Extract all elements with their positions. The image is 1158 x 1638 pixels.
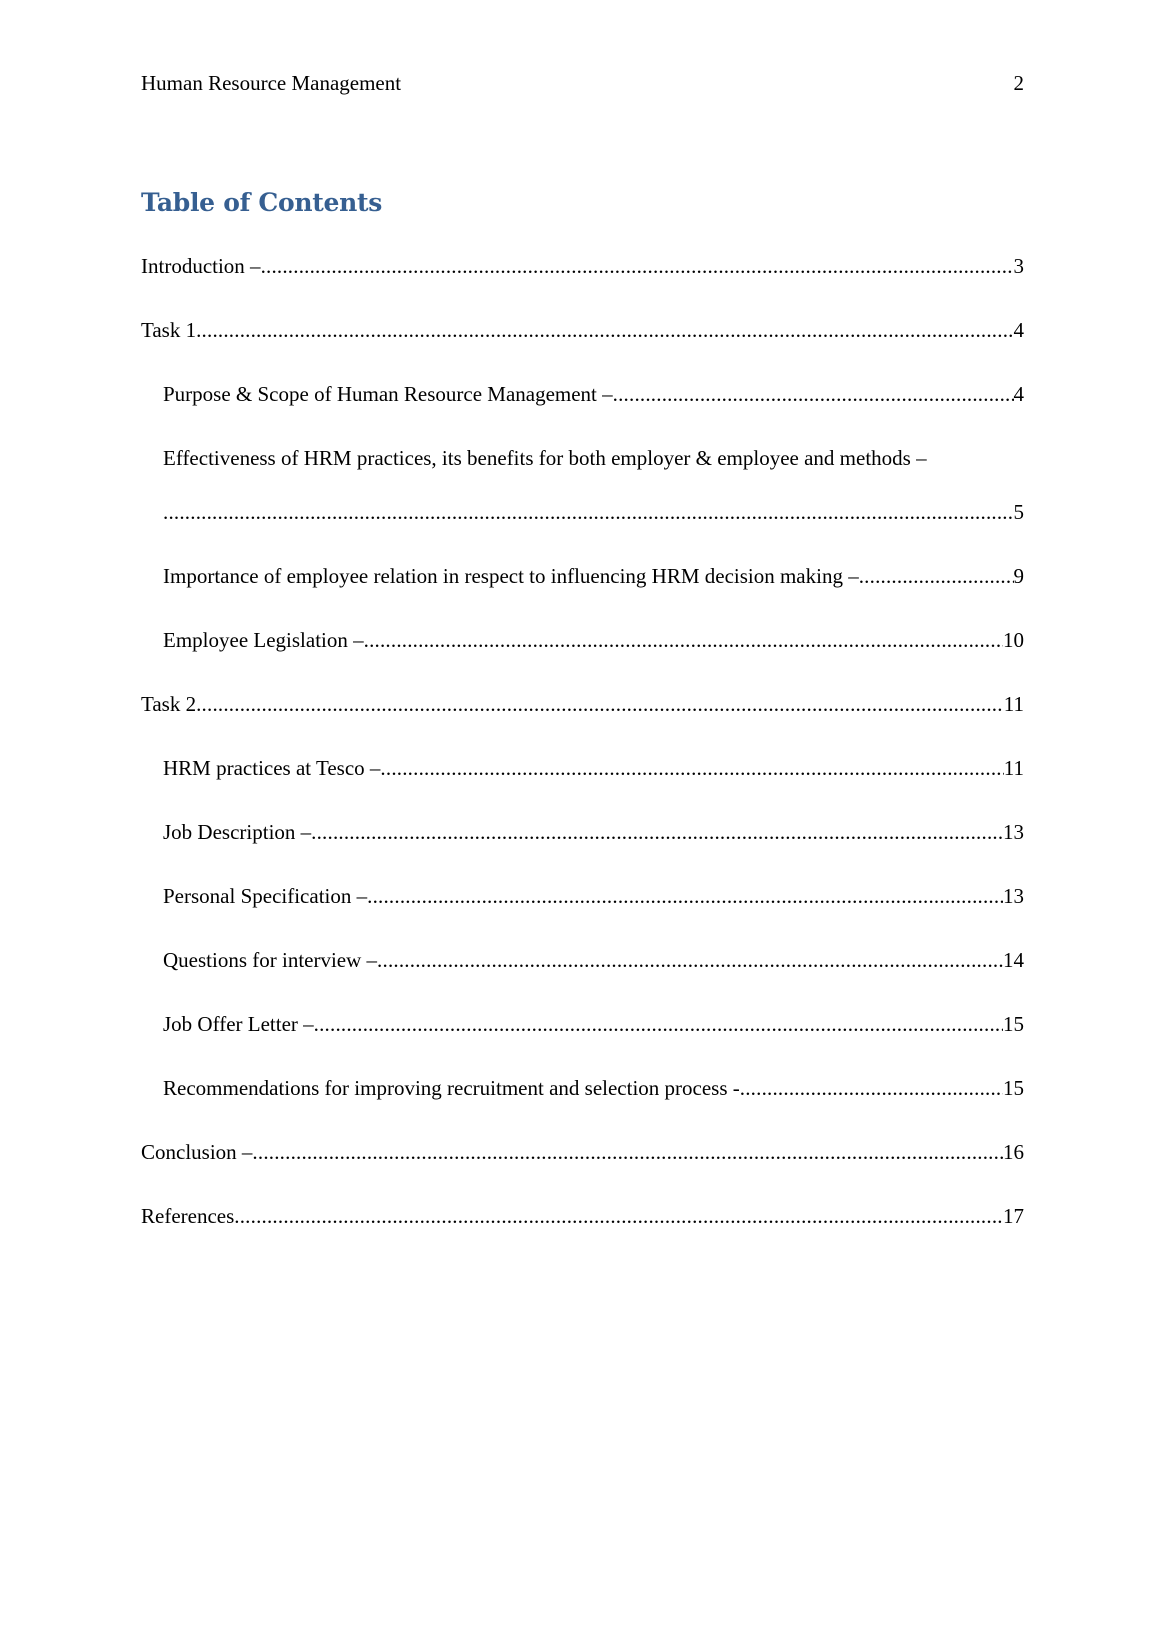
- dot-leader: [163, 494, 1014, 530]
- toc-entry-page: 3: [1013, 254, 1024, 278]
- toc-entry-personal-specification[interactable]: [141, 878, 1024, 942]
- toc-entry-page: 14: [1003, 948, 1024, 972]
- toc-entry-title: HRM practices at Tesco –: [163, 756, 381, 780]
- toc-entry-title: Job Offer Letter –: [163, 1012, 314, 1036]
- toc-entry-page: 15: [1003, 1012, 1024, 1036]
- toc-entry-recommendations[interactable]: [141, 1070, 1024, 1134]
- toc-entry-title: Introduction –: [141, 254, 261, 278]
- page-number: 2: [1013, 71, 1024, 95]
- dot-leader: [367, 878, 1003, 914]
- toc-entry-title: Conclusion –: [141, 1140, 253, 1164]
- dot-leader: [311, 814, 1003, 850]
- dot-leader: [364, 622, 1003, 658]
- toc-entry-employee-legislation[interactable]: [141, 622, 1024, 686]
- toc-entry-hrm-practices-tesco[interactable]: [141, 750, 1024, 814]
- toc-entry-page: 17: [1003, 1204, 1024, 1228]
- dot-leader: [196, 686, 1004, 722]
- toc-entry-title: Recommendations for improving recruitment and selection process -: [163, 1076, 740, 1100]
- dot-leader: [234, 1198, 1003, 1234]
- toc-entry-task-1[interactable]: [141, 312, 1024, 376]
- table-of-contents: [141, 248, 1024, 1262]
- toc-entry-page: 4: [1013, 382, 1024, 406]
- toc-entry-task-2[interactable]: [141, 686, 1024, 750]
- toc-entry-page: 13: [1003, 820, 1024, 844]
- toc-entry-title: Task 2: [141, 692, 197, 716]
- toc-entry-employee-relation[interactable]: [141, 558, 1024, 622]
- toc-entry-title: References: [141, 1204, 235, 1228]
- toc-entry-page: 11: [1003, 692, 1024, 716]
- dot-leader: [252, 1134, 1003, 1170]
- running-title: Human Resource Management: [141, 71, 402, 95]
- toc-entry-page: 15: [1003, 1076, 1024, 1100]
- dot-leader: [377, 942, 1003, 978]
- toc-heading: Table of Contents: [141, 188, 383, 217]
- toc-entry-page: 16: [1003, 1140, 1024, 1164]
- toc-entry-title: Task 1: [141, 318, 197, 342]
- dot-leader: [261, 248, 1014, 284]
- toc-entry-title: Importance of employee relation in respect to influencing HRM decision making –: [163, 564, 859, 588]
- toc-entry-interview-questions[interactable]: [141, 942, 1024, 1006]
- dot-leader: [740, 1070, 1003, 1106]
- toc-entry-title: Effectiveness of HRM practices, its benefits for both employer & employee and methods –: [163, 446, 927, 470]
- toc-entry-title: Job Description –: [163, 820, 312, 844]
- toc-entry-title: Purpose & Scope of Human Resource Management –: [163, 382, 613, 406]
- dot-leader: [314, 1006, 1003, 1042]
- dot-leader: [859, 558, 1014, 594]
- toc-entry-job-description[interactable]: [141, 814, 1024, 878]
- dot-leader: [196, 312, 1013, 348]
- toc-entry-page: 4: [1013, 318, 1024, 342]
- dot-leader: [613, 376, 1014, 412]
- toc-entry-title: Employee Legislation –: [163, 628, 364, 652]
- toc-entry-page: 9: [1013, 564, 1024, 588]
- toc-entry-job-offer-letter[interactable]: [141, 1006, 1024, 1070]
- toc-entry-page: 13: [1003, 884, 1024, 908]
- toc-entry-purpose-scope[interactable]: [141, 376, 1024, 440]
- toc-entry-references[interactable]: [141, 1198, 1024, 1262]
- toc-entry-conclusion[interactable]: [141, 1134, 1024, 1198]
- toc-entry-page: 10: [1003, 628, 1024, 652]
- page-header: [141, 68, 1024, 98]
- dot-leader: [380, 750, 1003, 786]
- toc-entry-page: 11: [1003, 756, 1024, 780]
- toc-entry-title: Personal Specification –: [163, 884, 368, 908]
- toc-entry-introduction[interactable]: [141, 248, 1024, 312]
- toc-entry-title: Questions for interview –: [163, 948, 378, 972]
- toc-entry-page: 5: [1013, 500, 1024, 524]
- toc-entry-effectiveness-hrm[interactable]: [141, 440, 1024, 558]
